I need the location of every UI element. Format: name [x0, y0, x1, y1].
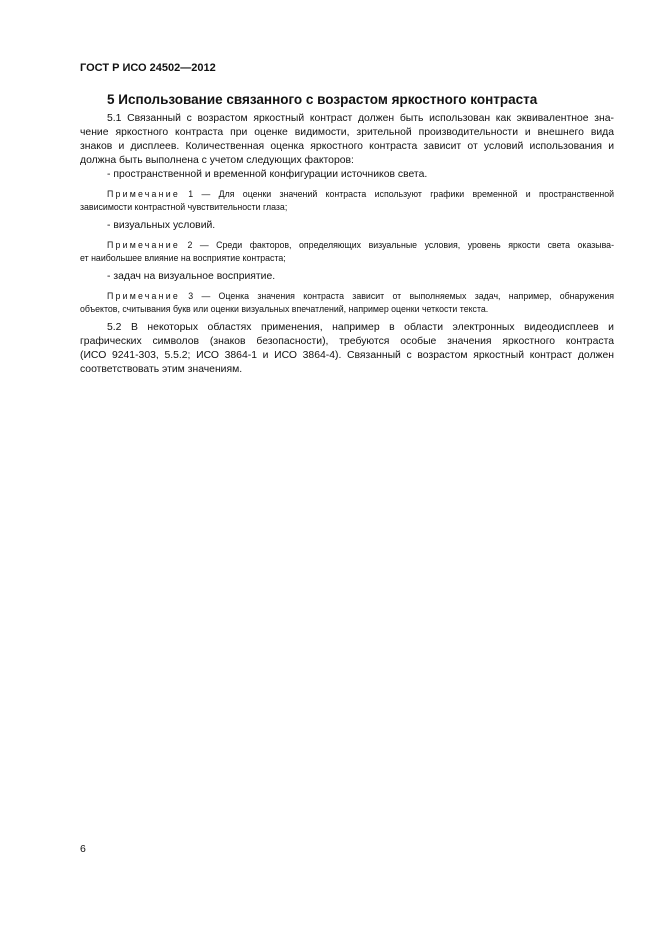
document-body: [80, 112, 614, 377]
text-line: соответствовать этим значениям.: [80, 364, 243, 375]
paragraph-5-1: [80, 112, 614, 182]
text-line: 5.2 В некоторых областях применения, например в области электронных видеодисплеев и: [107, 322, 614, 333]
text-line: объектов, считывания букв или оценки визуальных впечатлений, например оценки четкости текста.: [80, 303, 489, 314]
text-line: (ИСО 9241-303, 5.5.2; ИСО 3864-1 и ИСО 3864-4). Связанный с возрастом яркостный контраст должен: [80, 350, 614, 361]
note-label: Примечание: [107, 291, 180, 301]
text-line: 2 — Среди факторов, определяющих визуальные условия, уровень яркости света оказыва-: [179, 240, 614, 250]
list-item: - пространственной и временной конфигурации источников света.: [107, 169, 428, 180]
paragraph-5-2: [80, 321, 614, 377]
text-line: 3 — Оценка значения контраста зависит от выполняемых задач, например, обнаружения: [179, 291, 614, 301]
list-item: - задач на визуальное восприятие.: [107, 271, 276, 282]
text-line: 5.1 Связанный с возрастом яркостный контраст должен быть использован как эквивалентное зна-: [107, 113, 614, 124]
note-label: Примечание: [107, 189, 180, 199]
note-3: [80, 290, 614, 315]
text-line: 1 — Для оценки значений контраста используют графики временной и пространственной: [179, 189, 614, 199]
page-number: 6: [80, 843, 86, 855]
note-1: [80, 188, 614, 213]
text-line: ет наибольшее влияние на восприятие контраста;: [80, 252, 286, 263]
list-item: - визуальных условий.: [107, 220, 216, 231]
text-line: знаков и дисплеев. Количественная оценка яркостного контраста зависит от условий использования и: [80, 141, 614, 152]
text-line: графических символов (знаков безопасности), требуются особые значения яркостного контраста: [80, 336, 614, 347]
section-title: 5 Использование связанного с возрастом яркостного контраста: [107, 92, 538, 107]
note-label: Примечание: [107, 240, 180, 250]
note-2: [80, 239, 614, 264]
document-header: ГОСТ Р ИСО 24502—2012: [80, 62, 216, 74]
text-line: должна быть выполнена с учетом следующих факторов:: [80, 155, 354, 166]
text-line: зависимости контрастной чувствительности глаза;: [80, 201, 288, 212]
text-line: чение яркостного контраста при оценке видимости, зрительной производительности и внешнего вида: [80, 127, 614, 138]
